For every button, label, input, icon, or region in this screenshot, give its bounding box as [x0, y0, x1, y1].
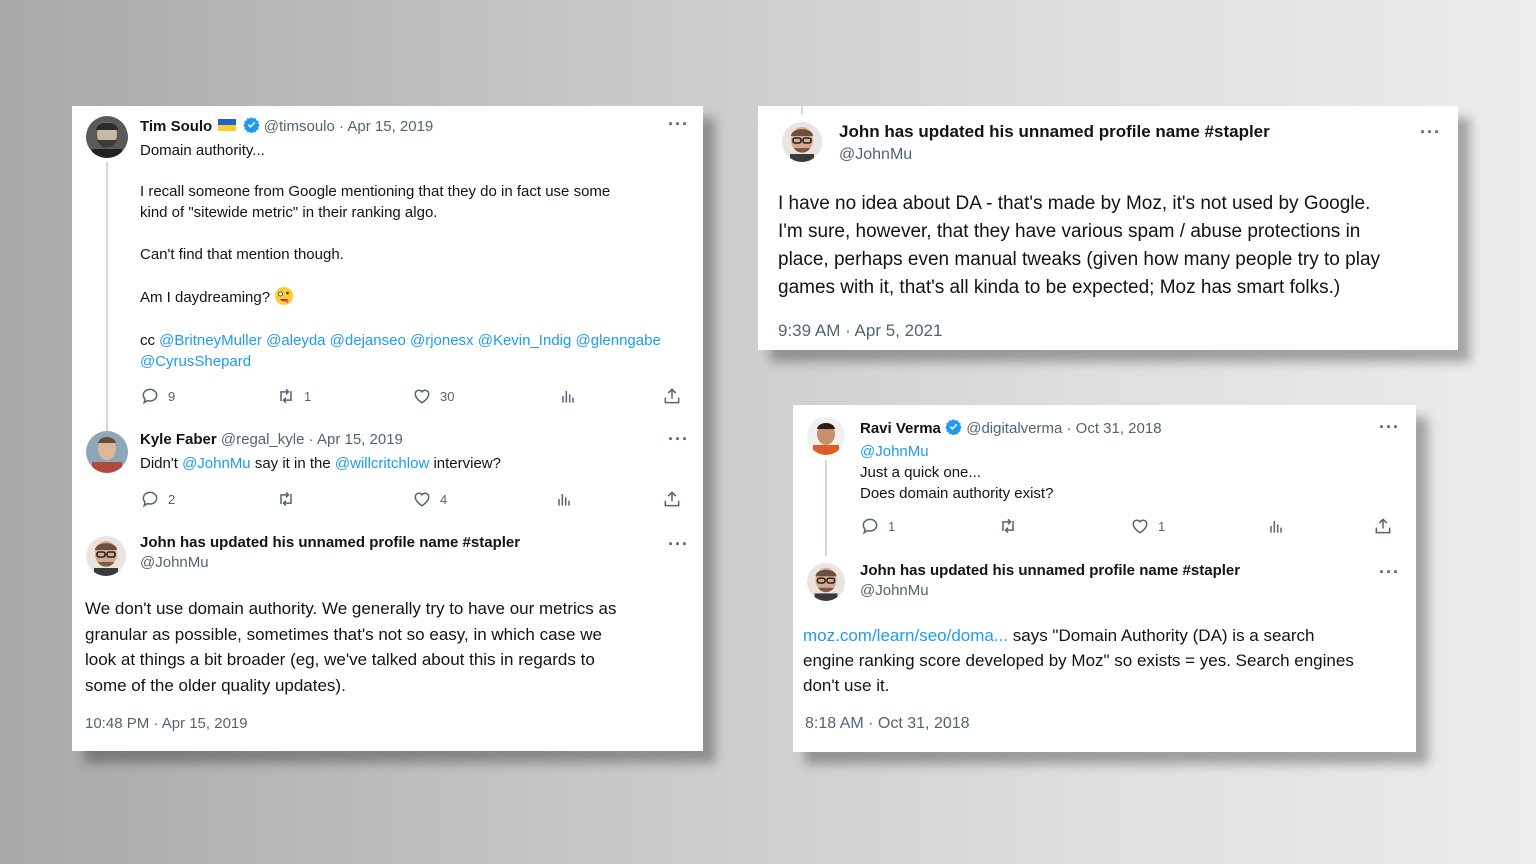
reply-icon — [140, 489, 160, 509]
tweet-text-line: place, perhaps even manual tweaks (given how many people try to play — [778, 249, 1381, 270]
verified-badge-icon — [945, 418, 962, 435]
tweet-text-line: Just a quick one... — [860, 464, 981, 481]
tweet-text-line: Domain authority... — [140, 142, 265, 159]
reply-count: 2 — [168, 491, 176, 507]
share-icon — [662, 386, 682, 406]
bar-chart-icon — [558, 386, 578, 406]
tweet-body — [778, 190, 1380, 302]
reply-count: 9 — [168, 388, 176, 404]
tweet-header — [860, 418, 1162, 437]
views-button[interactable] — [558, 386, 578, 406]
mention-link[interactable]: @willcritchlow — [334, 455, 430, 472]
avatar-kyle-faber[interactable] — [86, 431, 128, 473]
tweet-text-line: engine ranking score developed by Moz" so exists = yes. Search engines — [803, 651, 1354, 670]
author-name[interactable]: John has updated his unnamed profile name #stapler — [839, 122, 1270, 141]
author-handle[interactable]: @digitalverma — [966, 420, 1063, 437]
tweet-text-line: I'm sure, however, that they have various spam / abuse protections in — [778, 221, 1361, 242]
heart-icon — [1130, 516, 1150, 536]
avatar-john-mu[interactable] — [782, 122, 822, 162]
tweet-timestamp[interactable]: 10:48 PM · Apr 15, 2019 — [85, 715, 248, 732]
mention-link[interactable]: @CyrusShepard — [140, 353, 252, 370]
tweet-header — [140, 431, 403, 448]
tweet-text: says "Domain Authority (DA) is a search — [1008, 626, 1315, 645]
cc-label: cc — [140, 332, 155, 349]
bar-chart-icon — [1266, 516, 1286, 536]
tweet-text-line: We don't use domain authority. We generally try to have our metrics as — [85, 599, 617, 618]
share-button[interactable] — [662, 489, 682, 509]
retweet-icon — [998, 516, 1018, 536]
views-button[interactable] — [1266, 516, 1286, 536]
mention-link[interactable]: @JohnMu — [860, 443, 929, 460]
like-button[interactable] — [1130, 516, 1165, 536]
more-options-icon[interactable]: ··· — [1420, 122, 1441, 142]
reply-button[interactable] — [860, 516, 895, 536]
avatar-john-mu[interactable] — [86, 536, 126, 576]
thread-line — [106, 162, 108, 472]
author-name[interactable]: Kyle Faber — [140, 431, 217, 448]
reply-icon — [140, 386, 160, 406]
tweet-header — [839, 122, 1270, 164]
thread-line — [801, 106, 803, 114]
more-options-icon[interactable]: ··· — [1379, 417, 1400, 437]
reply-icon — [860, 516, 880, 536]
tweet-date[interactable]: · Apr 15, 2019 — [339, 118, 434, 135]
author-name[interactable]: Ravi Verma — [860, 420, 941, 437]
author-handle[interactable]: @JohnMu — [140, 554, 209, 571]
retweet-count: 1 — [304, 388, 312, 404]
verified-badge-icon — [243, 116, 260, 133]
more-options-icon[interactable]: ··· — [668, 429, 689, 449]
like-button[interactable] — [412, 489, 447, 509]
author-handle[interactable]: @regal_kyle — [220, 431, 305, 448]
like-button[interactable] — [412, 386, 454, 406]
tweet-text-line — [140, 286, 680, 308]
heart-icon — [412, 386, 432, 406]
author-name[interactable]: John has updated his unnamed profile name #stapler — [140, 534, 521, 551]
share-button[interactable] — [1373, 516, 1393, 536]
mentions-line — [140, 330, 680, 351]
retweet-button[interactable] — [276, 489, 296, 509]
tweet-body — [860, 441, 1053, 504]
reply-button[interactable] — [140, 489, 175, 509]
retweet-icon — [276, 489, 296, 509]
reply-button[interactable] — [140, 386, 175, 406]
share-icon — [1373, 516, 1393, 536]
author-handle[interactable]: @JohnMu — [860, 582, 929, 599]
views-button[interactable] — [554, 489, 574, 509]
zany-face-icon — [274, 286, 294, 306]
avatar-john-mu[interactable] — [807, 563, 845, 601]
tweet-text: interview? — [433, 455, 501, 472]
tweet-header — [140, 534, 520, 571]
like-count: 4 — [440, 491, 448, 507]
tweet-text-line — [803, 623, 1354, 648]
tweet-actions — [860, 516, 1395, 538]
retweet-button[interactable] — [276, 386, 311, 406]
tweet-actions — [140, 386, 685, 408]
tweet-header — [860, 562, 1240, 599]
tweet-text-line: I recall someone from Google mentioning that they do in fact use some — [140, 183, 611, 200]
tweet-text-line: I have no idea about DA - that's made by Moz, it's not used by Google. — [778, 193, 1371, 214]
tweet-date[interactable]: · Oct 31, 2018 — [1066, 420, 1162, 437]
more-options-icon[interactable]: ··· — [1379, 562, 1400, 582]
like-count: 1 — [1158, 518, 1166, 534]
retweet-button[interactable] — [998, 516, 1018, 536]
tweet-text: say it in the — [254, 455, 331, 472]
tweet-text-line: games with it, that's all kinda to be expected; Moz has smart folks.) — [778, 277, 1341, 298]
author-name[interactable]: John has updated his unnamed profile name #stapler — [860, 562, 1241, 579]
tweet-text-line: Can't find that mention though. — [140, 246, 344, 263]
reply-count: 1 — [888, 518, 896, 534]
tweet-thread-card-left — [72, 106, 703, 751]
author-handle[interactable]: @timsoulo — [263, 118, 335, 135]
share-button[interactable] — [662, 386, 682, 406]
thread-line — [825, 460, 827, 556]
tweet-timestamp[interactable]: 9:39 AM · Apr 5, 2021 — [778, 321, 943, 340]
tweet-text-line: granular as possible, sometimes that's not so easy, in which case we — [85, 624, 602, 644]
tweet-text-line: don't use it. — [803, 676, 890, 695]
bar-chart-icon — [554, 489, 574, 509]
tweet-text: Am I daydreaming? — [140, 289, 271, 306]
tweet-text-line: look at things a bit broader (eg, we've talked about this in regards to — [85, 650, 595, 669]
tweet-header — [140, 116, 433, 135]
tweet-body — [803, 623, 1354, 698]
mention-links[interactable]: @BritneyMuller @aleyda @dejanseo @rjonesx @Kevin_Indig @glenngabe — [159, 332, 661, 349]
avatar-ravi-verma[interactable] — [807, 417, 845, 455]
tweet-text: Didn't — [140, 455, 178, 472]
tweet-thread-card-bottom-right — [793, 405, 1416, 752]
tweet-timestamp[interactable]: 8:18 AM · Oct 31, 2018 — [805, 715, 970, 732]
mention-link[interactable]: @JohnMu — [182, 455, 251, 472]
more-options-icon[interactable]: ··· — [668, 534, 689, 554]
tweet-text-line: some of the older quality updates). — [85, 675, 346, 695]
like-count: 30 — [440, 388, 455, 404]
heart-icon — [412, 489, 432, 509]
tweet-body — [140, 140, 680, 372]
tweet-card-top-right — [758, 106, 1458, 350]
avatar-tim-soulo[interactable] — [86, 116, 128, 158]
author-name[interactable]: Tim Soulo — [140, 118, 213, 135]
more-options-icon[interactable]: ··· — [668, 114, 689, 134]
article-link[interactable]: moz.com/learn/seo/doma... — [803, 626, 1009, 645]
tweet-text-line: kind of "sitewide metric" in their ranking algo. — [140, 204, 438, 221]
share-icon — [662, 489, 682, 509]
retweet-icon — [276, 386, 296, 406]
tweet-body — [85, 596, 695, 698]
tweet-body — [140, 455, 501, 472]
ukraine-flag-icon — [218, 119, 236, 131]
tweet-actions — [140, 489, 685, 511]
tweet-date[interactable]: · Apr 15, 2019 — [308, 431, 403, 448]
tweet-text-line: Does domain authority exist? — [860, 485, 1054, 502]
author-handle[interactable]: @JohnMu — [839, 146, 913, 163]
